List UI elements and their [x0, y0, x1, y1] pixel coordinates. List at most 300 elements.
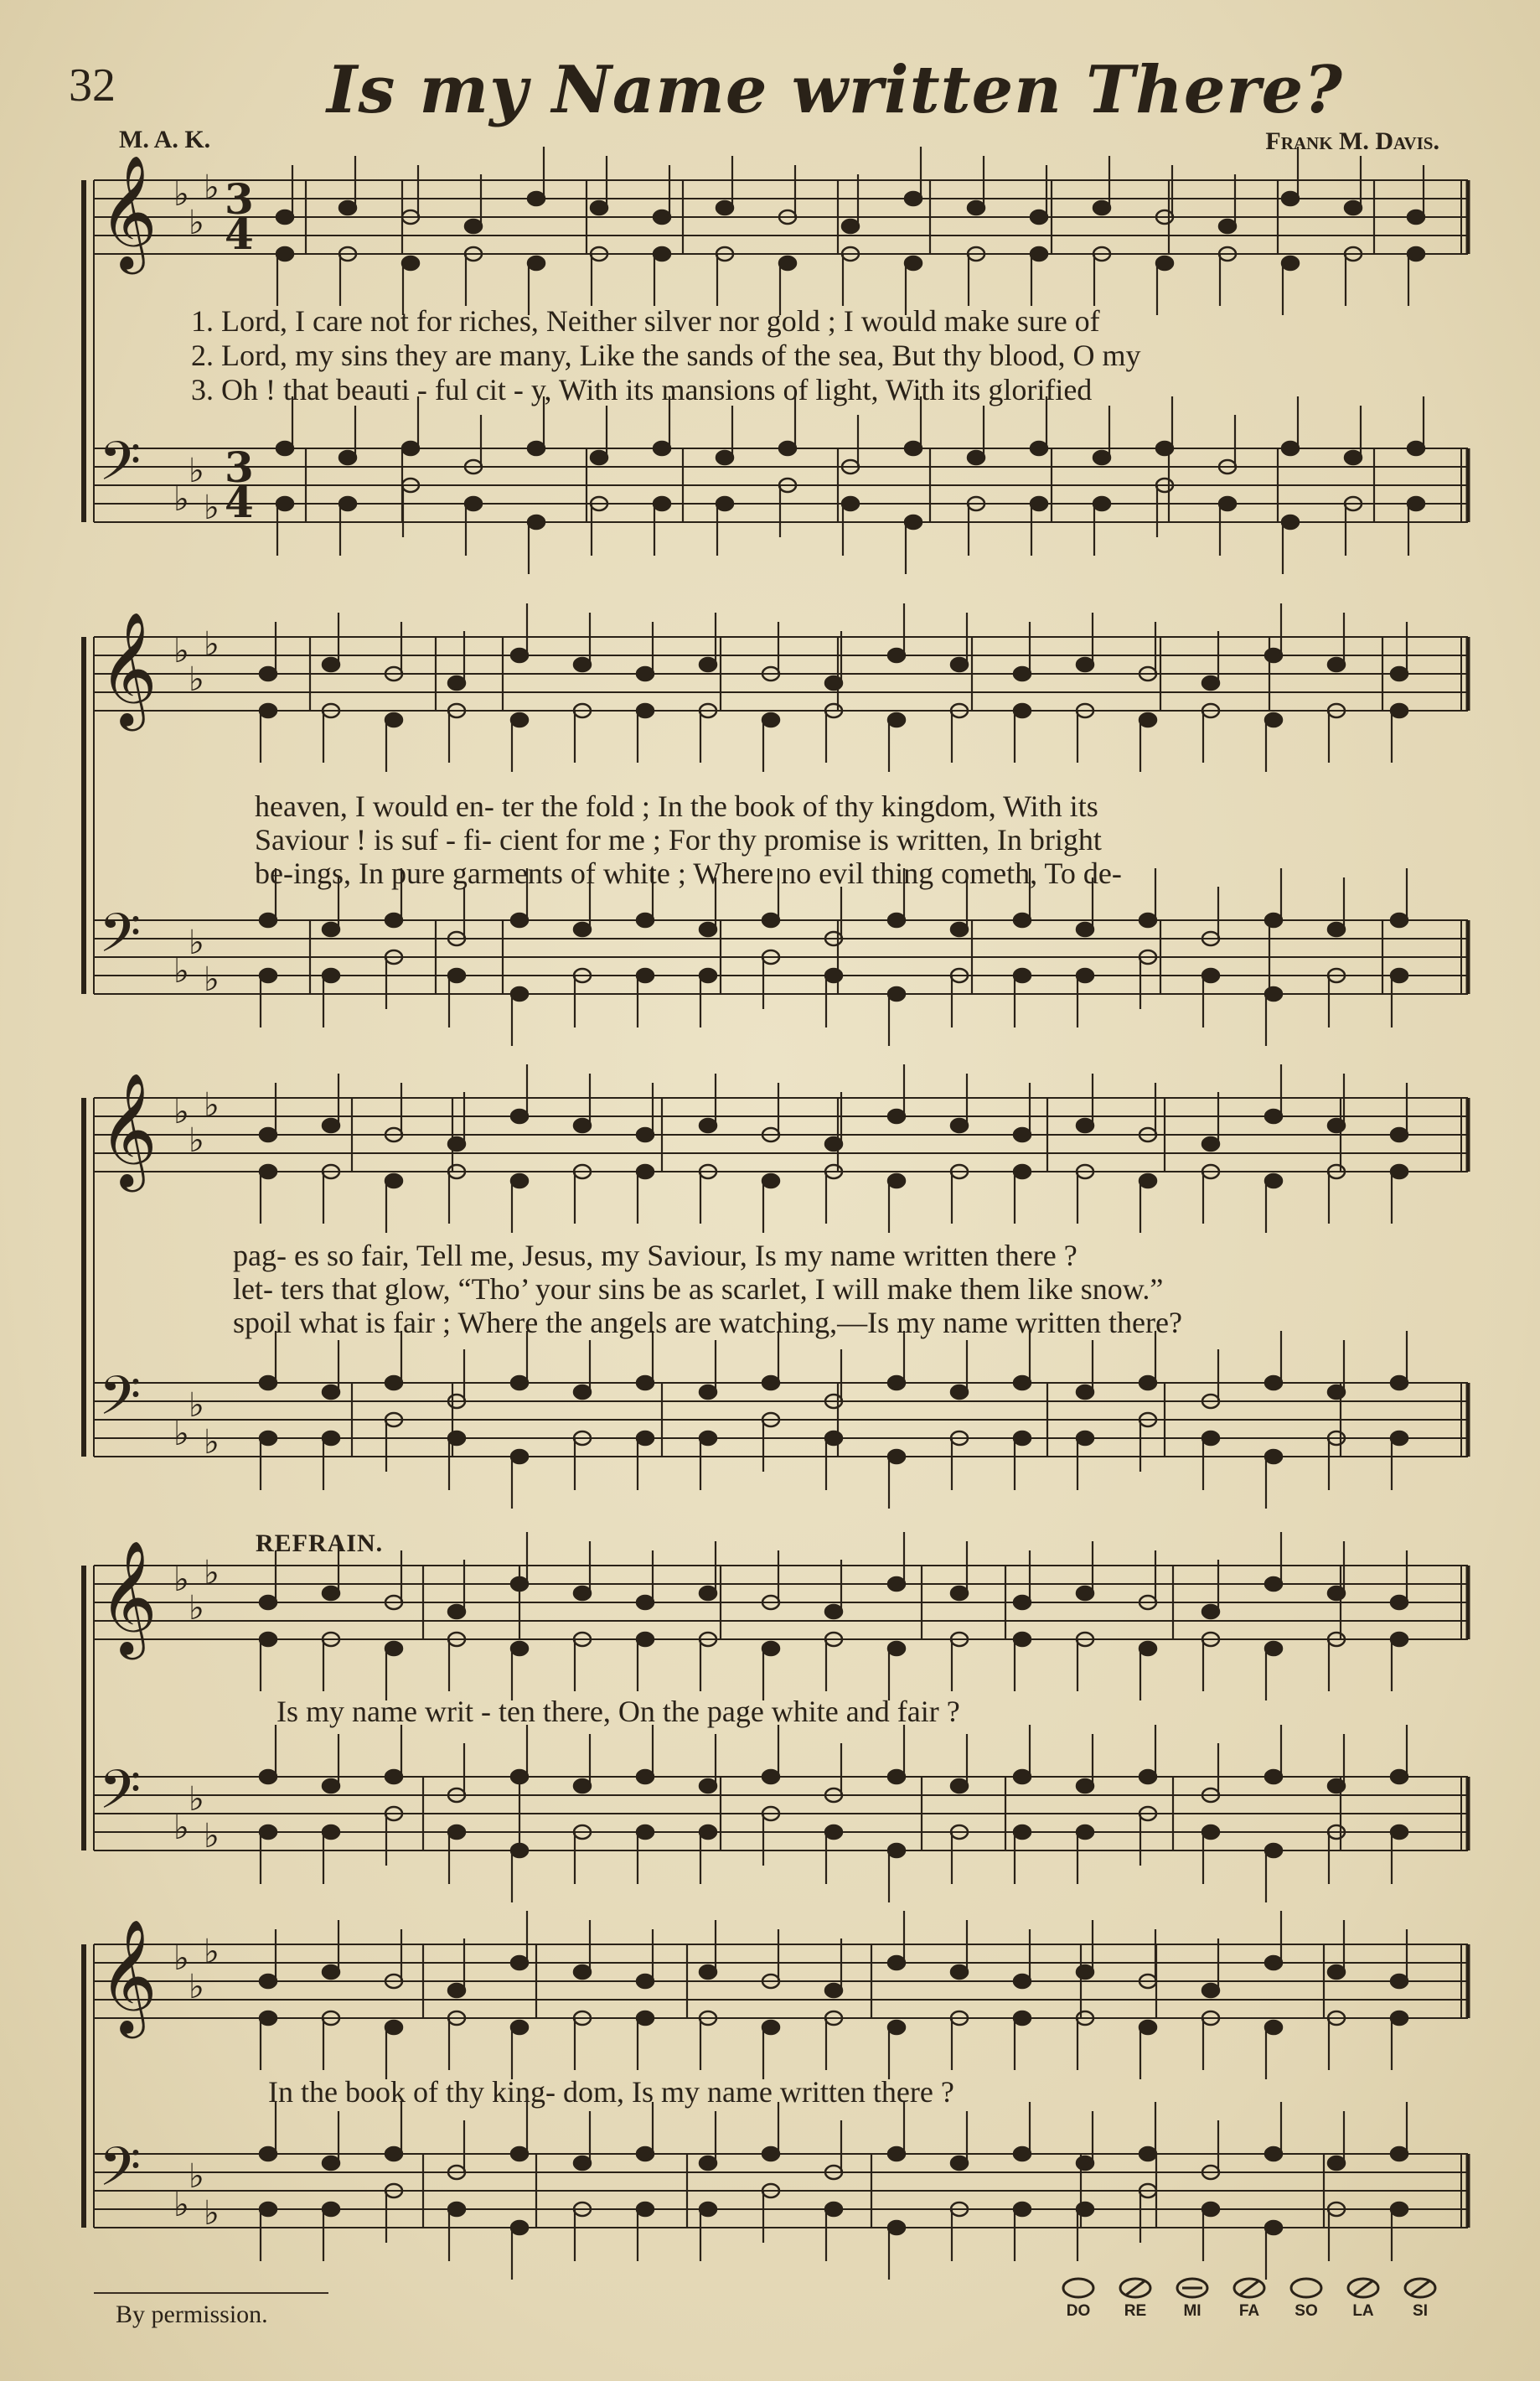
note-head [1077, 923, 1093, 936]
flat-icon: ♭ [189, 204, 204, 242]
note-head [762, 2147, 779, 2161]
note-head [842, 220, 859, 233]
time-signature: 4 [225, 210, 254, 259]
note-head [779, 442, 796, 455]
note-head [637, 1128, 654, 1141]
note-head [842, 497, 859, 510]
note-head [1014, 1825, 1031, 1839]
note-head [1391, 969, 1408, 982]
treble-clef-icon: 𝄞 [99, 1918, 158, 2033]
note-head [260, 1825, 276, 1839]
note-head [637, 1975, 654, 1988]
note-head [888, 1844, 905, 1857]
note-head [1014, 1376, 1031, 1390]
note-head [637, 667, 654, 681]
note-head [716, 201, 733, 215]
note-head [1139, 1376, 1156, 1390]
note-head [1014, 1165, 1031, 1178]
legend-label: MI [1183, 2302, 1202, 2320]
note-head [323, 923, 339, 936]
note-head [1391, 1975, 1408, 1988]
note-head [1345, 201, 1362, 215]
note-head [654, 210, 670, 224]
note-head [260, 2011, 276, 2025]
note-head [1265, 987, 1282, 1001]
note-head [1265, 1376, 1282, 1390]
note-head [1014, 1633, 1031, 1646]
note-head [1328, 1779, 1345, 1793]
flat-icon: ♭ [204, 1423, 220, 1462]
flat-icon: ♭ [189, 1780, 204, 1819]
note-head [825, 1984, 842, 1997]
note-head [260, 1165, 276, 1178]
flat-icon: ♭ [189, 1589, 204, 1628]
note-head [1282, 442, 1299, 455]
note-head [951, 923, 968, 936]
note-head [1014, 914, 1031, 927]
note-head [339, 497, 356, 510]
note-head [511, 1174, 528, 1188]
note-head [888, 987, 905, 1001]
flat-icon: ♭ [173, 1561, 189, 1599]
note-head [951, 1779, 968, 1793]
note-head [511, 713, 528, 727]
note-head [402, 442, 419, 455]
note-head [1328, 2156, 1345, 2170]
shape-note-icon [1060, 2275, 1097, 2301]
note-head [825, 969, 842, 982]
note-head [968, 201, 984, 215]
note-head [260, 1596, 276, 1609]
note-head [1265, 1770, 1282, 1783]
note-head [276, 247, 293, 261]
note-head [1014, 1596, 1031, 1609]
note-head [637, 969, 654, 982]
note-head [1077, 1825, 1093, 1839]
refrain-label: REFRAIN. [256, 1530, 384, 1557]
note-head [637, 2202, 654, 2216]
shape-note-icon [1345, 2275, 1382, 2301]
flat-icon: ♭ [204, 1086, 220, 1125]
note-head [1077, 1965, 1093, 1979]
note-head [1077, 1385, 1093, 1399]
note-head [1328, 1385, 1345, 1399]
note-head [385, 914, 402, 927]
note-head [762, 914, 779, 927]
lyric-line: Is my name writ - ten there, On the page white and fair ? [276, 1695, 960, 1728]
note-head [1265, 1844, 1282, 1857]
flat-icon: ♭ [204, 168, 220, 207]
note-head [951, 1119, 968, 1132]
composer-credit: Frank M. Davis. [1265, 127, 1439, 155]
note-head [1391, 2011, 1408, 2025]
legend-item [1168, 2275, 1217, 2321]
note-head [1077, 969, 1093, 982]
note-head [1156, 256, 1173, 270]
note-head [260, 914, 276, 927]
flat-icon: ♭ [204, 1817, 220, 1856]
note-head [1282, 192, 1299, 205]
flat-icon: ♭ [204, 1933, 220, 1971]
lyric-line: Saviour ! is suf - fi- cient for me ; For thy promise is written, In bright [255, 823, 1102, 857]
note-head [260, 1975, 276, 1988]
note-head [574, 1119, 591, 1132]
note-head [260, 969, 276, 982]
time-signature: 3 [225, 174, 254, 224]
note-head [1345, 451, 1362, 464]
treble-clef-icon: 𝄞 [99, 1539, 158, 1654]
note-head [700, 1965, 716, 1979]
note-head [905, 515, 922, 529]
note-head [1391, 1770, 1408, 1783]
note-head [1202, 1605, 1219, 1618]
bass-clef-icon: 𝄢 [99, 1365, 142, 1441]
note-head [1219, 497, 1236, 510]
note-head [779, 256, 796, 270]
note-head [1391, 1376, 1408, 1390]
note-head [1391, 2147, 1408, 2161]
legend-label: RE [1124, 2302, 1147, 2320]
note-head [323, 1779, 339, 1793]
note-head [1391, 1431, 1408, 1445]
note-head [1265, 1577, 1282, 1591]
legend-item [1111, 2275, 1160, 2321]
note-head [825, 2202, 842, 2216]
note-head [511, 1844, 528, 1857]
note-head [260, 1376, 276, 1390]
note-head [323, 2202, 339, 2216]
legend-item [1054, 2275, 1103, 2321]
note-head [1014, 2011, 1031, 2025]
flat-icon: ♭ [189, 924, 204, 962]
bass-clef-icon: 𝄢 [99, 1759, 142, 1835]
note-head [260, 2202, 276, 2216]
note-head [1077, 2156, 1093, 2170]
note-head [385, 1376, 402, 1390]
note-head [1202, 1137, 1219, 1151]
bass-clef-icon: 𝄢 [99, 2136, 142, 2212]
legend-item [1339, 2275, 1388, 2321]
hymn-title: Is my Name written There? [327, 52, 1343, 128]
note-head [385, 1770, 402, 1783]
note-head [323, 1965, 339, 1979]
note-head [448, 2202, 465, 2216]
note-head [888, 1577, 905, 1591]
note-head [1328, 1586, 1345, 1600]
lyric-line: 1. Lord, I care not for riches, Neither silver nor gold ; I would make sure of [191, 304, 1100, 338]
note-head [323, 1825, 339, 1839]
note-head [951, 1586, 968, 1600]
note-head [888, 1376, 905, 1390]
note-head [1202, 676, 1219, 690]
flat-icon: ♭ [204, 625, 220, 664]
note-head [385, 1174, 402, 1188]
note-head [511, 1770, 528, 1783]
note-head [1077, 1119, 1093, 1132]
note-head [260, 1431, 276, 1445]
note-head [511, 2147, 528, 2161]
note-head [1139, 2147, 1156, 2161]
note-head [448, 1984, 465, 1997]
note-head [511, 1450, 528, 1463]
note-head [637, 1633, 654, 1646]
note-head [716, 451, 733, 464]
note-head [1408, 497, 1424, 510]
note-head [654, 497, 670, 510]
note-head [1202, 1984, 1219, 1997]
lyric-line: let- ters that glow, “Tho’ your sins be as scarlet, I will make them like snow.” [233, 1272, 1164, 1306]
note-head [888, 1642, 905, 1655]
note-head [888, 2221, 905, 2234]
note-head [1265, 2147, 1282, 2161]
note-head [1093, 201, 1110, 215]
note-head [1014, 1431, 1031, 1445]
note-head [1093, 497, 1110, 510]
treble-clef-icon: 𝄞 [99, 153, 158, 269]
legend-label: SO [1295, 2302, 1318, 2320]
note-head [1265, 649, 1282, 662]
flat-icon: ♭ [173, 1809, 189, 1847]
shape-note-icon [1402, 2275, 1439, 2301]
note-head [1139, 2021, 1156, 2034]
note-head [511, 1956, 528, 1970]
note-head [1139, 713, 1156, 727]
note-head [888, 1110, 905, 1123]
legend-item [1282, 2275, 1331, 2321]
note-head [448, 1137, 465, 1151]
lyric-line: 3. Oh ! that beauti - ful cit - y, With its mansions of light, With its glorified [191, 373, 1093, 406]
note-head [276, 497, 293, 510]
note-head [276, 210, 293, 224]
note-head [1139, 1174, 1156, 1188]
flat-icon: ♭ [189, 660, 204, 699]
note-head [637, 1376, 654, 1390]
note-head [1077, 658, 1093, 671]
note-head [700, 2202, 716, 2216]
flat-icon: ♭ [173, 632, 189, 670]
time-signature: 4 [225, 478, 254, 527]
note-head [528, 256, 545, 270]
note-head [260, 1633, 276, 1646]
note-head [1219, 220, 1236, 233]
note-head [700, 1586, 716, 1600]
note-head [1077, 1779, 1093, 1793]
note-head [888, 1174, 905, 1188]
note-head [323, 1431, 339, 1445]
note-head [511, 2221, 528, 2234]
note-head [825, 1825, 842, 1839]
note-head [528, 515, 545, 529]
flat-icon: ♭ [189, 2157, 204, 2196]
note-head [700, 1825, 716, 1839]
note-head [1328, 923, 1345, 936]
note-head [1139, 1770, 1156, 1783]
flat-icon: ♭ [204, 2194, 220, 2233]
note-head [260, 667, 276, 681]
legend-label: DO [1066, 2302, 1091, 2320]
note-head [700, 923, 716, 936]
note-head [905, 256, 922, 270]
note-head [1408, 247, 1424, 261]
flat-icon: ♭ [173, 2186, 189, 2224]
lyric-line: spoil what is fair ; Where the angels are watching,—Is my name written there? [233, 1306, 1182, 1339]
note-head [951, 1965, 968, 1979]
lyricist-credit: M. A. K. [119, 126, 211, 153]
note-head [528, 442, 545, 455]
note-head [1265, 914, 1282, 927]
shape-note-icon [1231, 2275, 1268, 2301]
shape-note-icon [1174, 2275, 1211, 2301]
note-head [888, 649, 905, 662]
note-head [1202, 969, 1219, 982]
note-head [1139, 1642, 1156, 1655]
treble-clef-icon: 𝄞 [99, 610, 158, 726]
note-head [1328, 1119, 1345, 1132]
note-head [385, 713, 402, 727]
note-head [637, 2011, 654, 2025]
note-head [1391, 1128, 1408, 1141]
flat-icon: ♭ [189, 1386, 204, 1425]
note-head [1282, 515, 1299, 529]
note-head [260, 704, 276, 717]
note-head [574, 1965, 591, 1979]
note-head [448, 969, 465, 982]
note-head [448, 1431, 465, 1445]
note-head [888, 713, 905, 727]
note-head [1265, 1642, 1282, 1655]
note-head [762, 1174, 779, 1188]
note-head [574, 1586, 591, 1600]
note-head [1391, 667, 1408, 681]
note-head [1328, 658, 1345, 671]
flat-icon: ♭ [204, 960, 220, 999]
legend-label: SI [1413, 2302, 1428, 2320]
note-head [511, 1642, 528, 1655]
flat-icon: ♭ [173, 1939, 189, 1978]
note-head [528, 192, 545, 205]
note-head [637, 704, 654, 717]
note-head [1031, 442, 1047, 455]
flat-icon: ♭ [173, 175, 189, 214]
note-head [637, 2147, 654, 2161]
page-number: 32 [69, 60, 116, 111]
note-head [1014, 704, 1031, 717]
flat-icon: ♭ [173, 480, 189, 519]
note-head [762, 1642, 779, 1655]
note-head [385, 1642, 402, 1655]
note-head [511, 987, 528, 1001]
note-head [1014, 1975, 1031, 1988]
note-head [700, 2156, 716, 2170]
flat-icon: ♭ [173, 1415, 189, 1453]
note-head [968, 451, 984, 464]
note-head [1265, 1110, 1282, 1123]
note-head [1014, 667, 1031, 681]
note-head [1391, 704, 1408, 717]
note-head [700, 969, 716, 982]
note-head [1265, 2021, 1282, 2034]
note-head [402, 256, 419, 270]
note-head [951, 1385, 968, 1399]
note-head [1093, 451, 1110, 464]
note-head [1391, 1165, 1408, 1178]
note-head [762, 713, 779, 727]
note-head [260, 1128, 276, 1141]
footer-rule [94, 2292, 328, 2294]
note-head [591, 451, 607, 464]
note-head [1391, 1633, 1408, 1646]
note-head [888, 914, 905, 927]
note-head [1077, 2202, 1093, 2216]
note-head [260, 1770, 276, 1783]
note-head [637, 1596, 654, 1609]
note-head [323, 1586, 339, 1600]
legend-item [1396, 2275, 1444, 2321]
note-head [700, 658, 716, 671]
note-head [323, 1385, 339, 1399]
note-head [700, 1119, 716, 1132]
note-head [825, 1137, 842, 1151]
note-head [762, 2021, 779, 2034]
bass-clef-icon: 𝄢 [99, 431, 142, 506]
note-head [700, 1779, 716, 1793]
flat-icon: ♭ [204, 1554, 220, 1592]
time-signature: 3 [225, 443, 254, 492]
note-head [339, 451, 356, 464]
note-head [1391, 914, 1408, 927]
lyric-line: 2. Lord, my sins they are many, Like the sands of the sea, But thy blood, O my [191, 339, 1141, 372]
note-head [637, 1165, 654, 1178]
note-head [1391, 2202, 1408, 2216]
flat-icon: ♭ [189, 452, 204, 490]
note-head [637, 914, 654, 927]
note-head [637, 1825, 654, 1839]
flat-icon: ♭ [173, 952, 189, 991]
note-head [905, 442, 922, 455]
note-head [339, 201, 356, 215]
note-head [385, 2021, 402, 2034]
note-head [276, 442, 293, 455]
note-head [1391, 1596, 1408, 1609]
note-head [1265, 2221, 1282, 2234]
lyric-line: pag- es so fair, Tell me, Jesus, my Saviour, Is my name written there ? [233, 1239, 1077, 1272]
legend-label: FA [1238, 2302, 1260, 2320]
note-head [511, 2021, 528, 2034]
note-head [1202, 1431, 1219, 1445]
bass-clef-icon: 𝄢 [99, 903, 142, 978]
treble-clef-icon: 𝄞 [99, 1071, 158, 1187]
note-head [825, 1431, 842, 1445]
note-head [591, 201, 607, 215]
note-head [1031, 497, 1047, 510]
note-head [1265, 713, 1282, 727]
note-head [951, 658, 968, 671]
note-head [574, 2156, 591, 2170]
note-head [1031, 210, 1047, 224]
note-head [700, 1385, 716, 1399]
note-head [511, 1376, 528, 1390]
note-head [1077, 1431, 1093, 1445]
note-head [888, 2147, 905, 2161]
note-head [825, 676, 842, 690]
note-head [323, 1119, 339, 1132]
note-head [888, 2021, 905, 2034]
note-head [448, 676, 465, 690]
note-head [260, 2147, 276, 2161]
lyric-line: be-ings, In pure garments of white ; Where no evil thing cometh, To de- [255, 857, 1122, 890]
note-head [1031, 247, 1047, 261]
note-head [323, 969, 339, 982]
